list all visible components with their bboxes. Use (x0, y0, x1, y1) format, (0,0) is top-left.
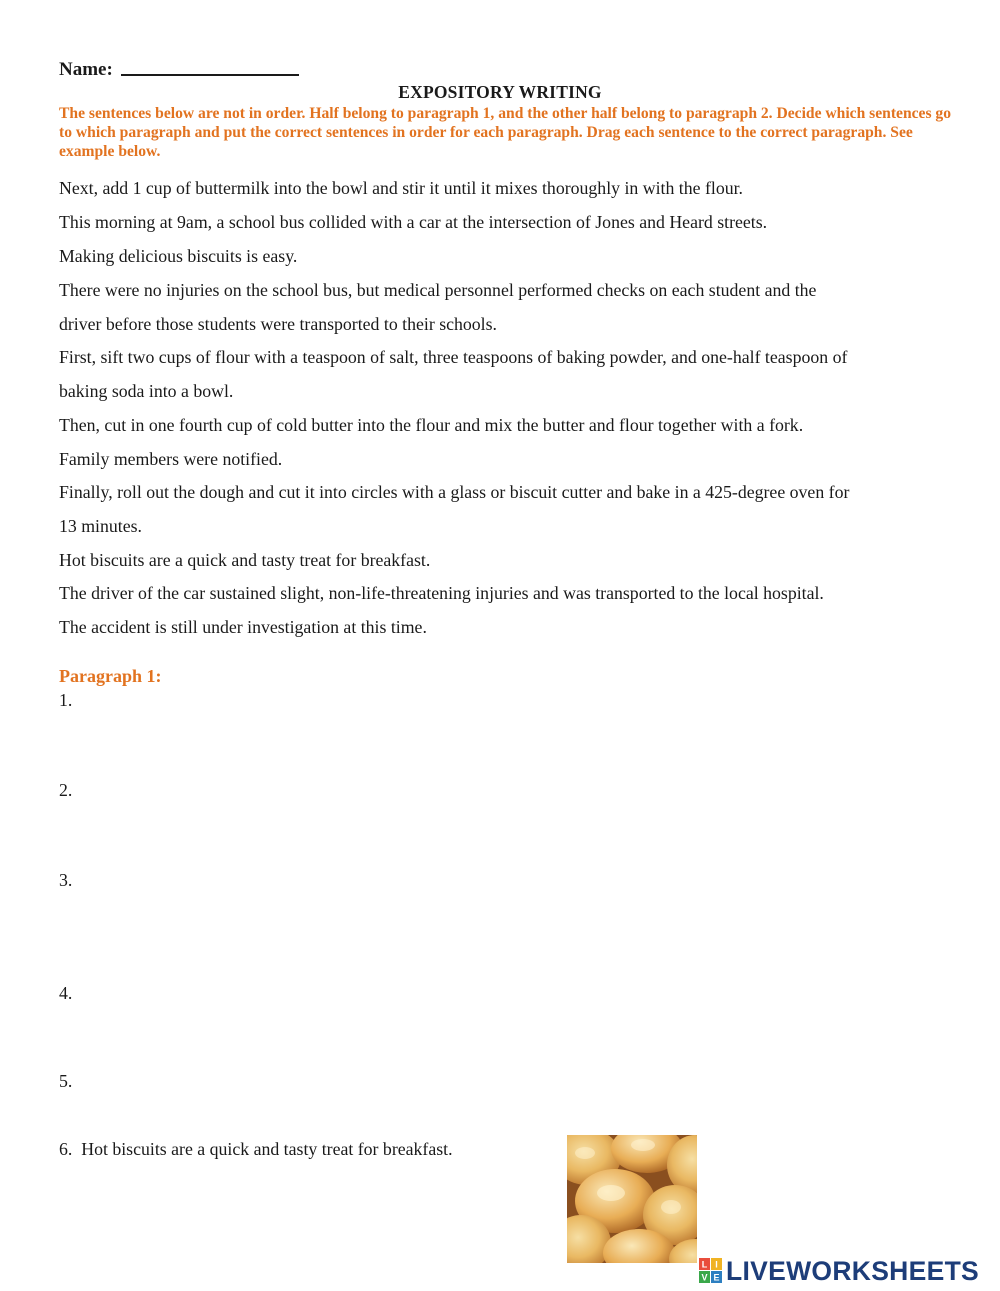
example-sentence: Hot biscuits are a quick and tasty treat for breakfast. (81, 1139, 453, 1159)
draggable-sentence[interactable]: Family members were notified. (59, 449, 283, 469)
slot-number: 4. (59, 983, 73, 1003)
biscuits-photo (567, 1135, 697, 1263)
draggable-sentence[interactable]: Making delicious biscuits is easy. (59, 246, 298, 266)
badge-letter: L (701, 1259, 708, 1270)
draggable-sentence[interactable]: Next, add 1 cup of buttermilk into the bowl and stir it until it mixes thoroughly in with the flour. (59, 178, 744, 198)
drop-zone-2[interactable] (80, 774, 560, 806)
name-label: Name: (59, 59, 113, 80)
instructions: The sentences below are not in order. Half belong to paragraph 1, and the other half belong to paragraph 2. Decide which sentences go to which paragraph and put the correct sentences in order for each paragraph. Drag each sentence to the correct paragraph. See example below. (59, 105, 952, 160)
draggable-sentence[interactable]: This morning at 9am, a school bus collided with a car at the intersection of Jones and Heard streets. (59, 212, 768, 232)
slot-number: 2. (59, 780, 73, 800)
draggable-sentence[interactable]: There were no injuries on the school bus, but medical personnel performed checks on each student and the (59, 280, 817, 300)
drop-zone-5[interactable] (80, 1065, 560, 1097)
draggable-sentence[interactable]: The accident is still under investigation at this time. (59, 617, 427, 637)
badge-letter: E (713, 1272, 720, 1283)
draggable-sentence[interactable]: First, sift two cups of flour with a teaspoon of salt, three teaspoons of baking powder, and one-half teaspoon of (59, 347, 848, 367)
drop-zone-4[interactable] (80, 977, 560, 1009)
name-field (59, 58, 299, 81)
page-title: EXPOSITORY WRITING (398, 82, 602, 102)
name-blank-line (121, 58, 299, 76)
drop-zone-1[interactable] (80, 684, 560, 716)
logo-text: LIVEWORKSHEETS (726, 1255, 980, 1286)
badge-letter: I (715, 1259, 718, 1270)
draggable-sentence[interactable]: baking soda into a bowl. (59, 381, 234, 401)
example-slot (59, 1139, 453, 1160)
draggable-sentence[interactable]: The driver of the car sustained slight, non-life-threatening injuries and was transported to the local hospital. (59, 583, 824, 603)
draggable-sentence[interactable]: 13 minutes. (59, 516, 142, 536)
logo-badge-icon (699, 1258, 723, 1284)
slot-number: 6. (59, 1139, 73, 1159)
draggable-sentence[interactable]: Finally, roll out the dough and cut it into circles with a glass or biscuit cutter and bake in a 425-degree oven for (59, 482, 850, 502)
slot-number: 5. (59, 1071, 73, 1091)
draggable-sentence[interactable]: driver before those students were transported to their schools. (59, 314, 497, 334)
draggable-sentence[interactable]: Then, cut in one fourth cup of cold butter into the flour and mix the butter and flour together with a fork. (59, 415, 804, 435)
paragraph-1-heading: Paragraph 1: (59, 666, 162, 686)
drop-zone-3[interactable] (80, 864, 560, 896)
slot-number: 3. (59, 870, 73, 890)
slot-number: 1. (59, 690, 73, 710)
liveworksheets-logo (699, 1257, 979, 1285)
badge-letter: V (701, 1272, 708, 1283)
draggable-sentence[interactable]: Hot biscuits are a quick and tasty treat for breakfast. (59, 550, 431, 570)
